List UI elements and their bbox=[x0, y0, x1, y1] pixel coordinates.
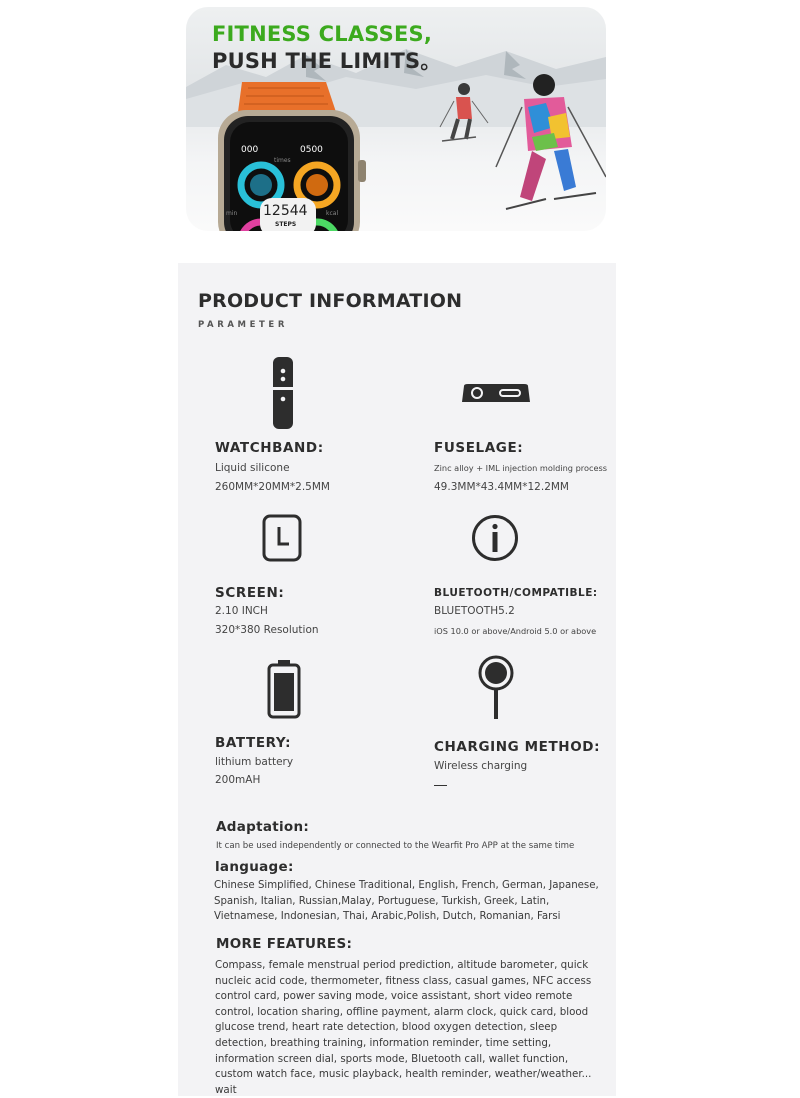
battery-icon bbox=[267, 659, 301, 719]
watch-steps-value: 12544 bbox=[263, 203, 308, 219]
fuselage-label: FUSELAGE: bbox=[434, 440, 524, 456]
page-subtitle: PARAMETER bbox=[198, 320, 288, 330]
battery-type: lithium battery bbox=[215, 756, 294, 768]
charging-type: Wireless charging bbox=[434, 760, 528, 772]
watchband-icon bbox=[270, 355, 296, 431]
watch-top-right-value: 0500 bbox=[300, 145, 323, 155]
charging-label: CHARGING METHOD: bbox=[434, 739, 601, 755]
fuselage-material: Zinc alloy + IML injection molding process bbox=[434, 463, 608, 473]
info-icon bbox=[471, 514, 519, 562]
watchband-size: 260MM*20MM*2.5MM bbox=[215, 481, 330, 493]
more-features-text: Compass, female menstrual period prediction, altitude barometer, quick nucleic acid code, thermometer, fitness class, casual games, NFC access control card, power saving mode, voice assistant, short video remote control, location sharing, offline payment, alarm clock, quick card, blood glucose trend, heart rate detection, blood oxygen detection, sleep detection, breathing training, information reminder, time setting, information screen dial, sports mode, Bluetooth call, wallet function, custom watch face, music playback, health reminder, weather/weather... wait bbox=[215, 959, 592, 1096]
screen-size: 2.10 INCH bbox=[215, 605, 268, 617]
watch-mid-label: times bbox=[274, 157, 291, 164]
bluetooth-compatibility: iOS 10.0 or above/Android 5.0 or above bbox=[434, 626, 597, 636]
fuselage-icon bbox=[460, 382, 532, 406]
watch-min-label: min bbox=[226, 210, 238, 217]
watch-top-left-value: 000 bbox=[241, 145, 259, 155]
screen-icon bbox=[262, 514, 302, 562]
battery-label: BATTERY: bbox=[215, 735, 292, 751]
adaptation-text: It can be used independently or connected to the Wearfit Pro APP at the same time bbox=[216, 841, 575, 851]
fuselage-size: 49.3MM*43.4MM*12.2MM bbox=[434, 481, 569, 493]
screen-resolution: 320*380 Resolution bbox=[215, 624, 319, 636]
watchband-material: Liquid silicone bbox=[215, 462, 290, 474]
product-info-card bbox=[178, 263, 616, 1096]
watch-steps-label: STEPS bbox=[275, 221, 297, 228]
watch-kcal-label: kcal bbox=[326, 210, 339, 217]
charger-icon bbox=[478, 655, 514, 719]
adaptation-heading: Adaptation: bbox=[216, 819, 310, 835]
language-text: Chinese Simplified, Chinese Traditional, English, French, German, Japanese, Spanish, Italian, Russian,Malay, Portuguese, Turkish, Greek, Latin, Vietnamese, Indonesian, Thai, Arabic,Polish, Dutch, Romanian, Farsi bbox=[214, 880, 599, 923]
hero-headline bbox=[212, 21, 442, 75]
divider-dash bbox=[434, 785, 447, 786]
page-title: PRODUCT INFORMATION bbox=[198, 290, 463, 312]
bluetooth-label: BLUETOOTH/COMPATIBLE: bbox=[434, 587, 598, 599]
bluetooth-version: BLUETOOTH5.2 bbox=[434, 605, 515, 617]
watchband-label: WATCHBAND: bbox=[215, 440, 324, 456]
skiers-image bbox=[436, 67, 606, 231]
screen-label: SCREEN: bbox=[215, 585, 285, 601]
hero-title-line1: FITNESS CLASSES, bbox=[212, 22, 433, 46]
battery-capacity: 200mAH bbox=[215, 774, 261, 786]
more-features-heading: MORE FEATURES: bbox=[216, 936, 353, 952]
hero-title-line2: PUSH THE LIMITS。 bbox=[212, 49, 442, 73]
language-heading: language: bbox=[215, 859, 294, 875]
hero-banner bbox=[186, 7, 606, 231]
